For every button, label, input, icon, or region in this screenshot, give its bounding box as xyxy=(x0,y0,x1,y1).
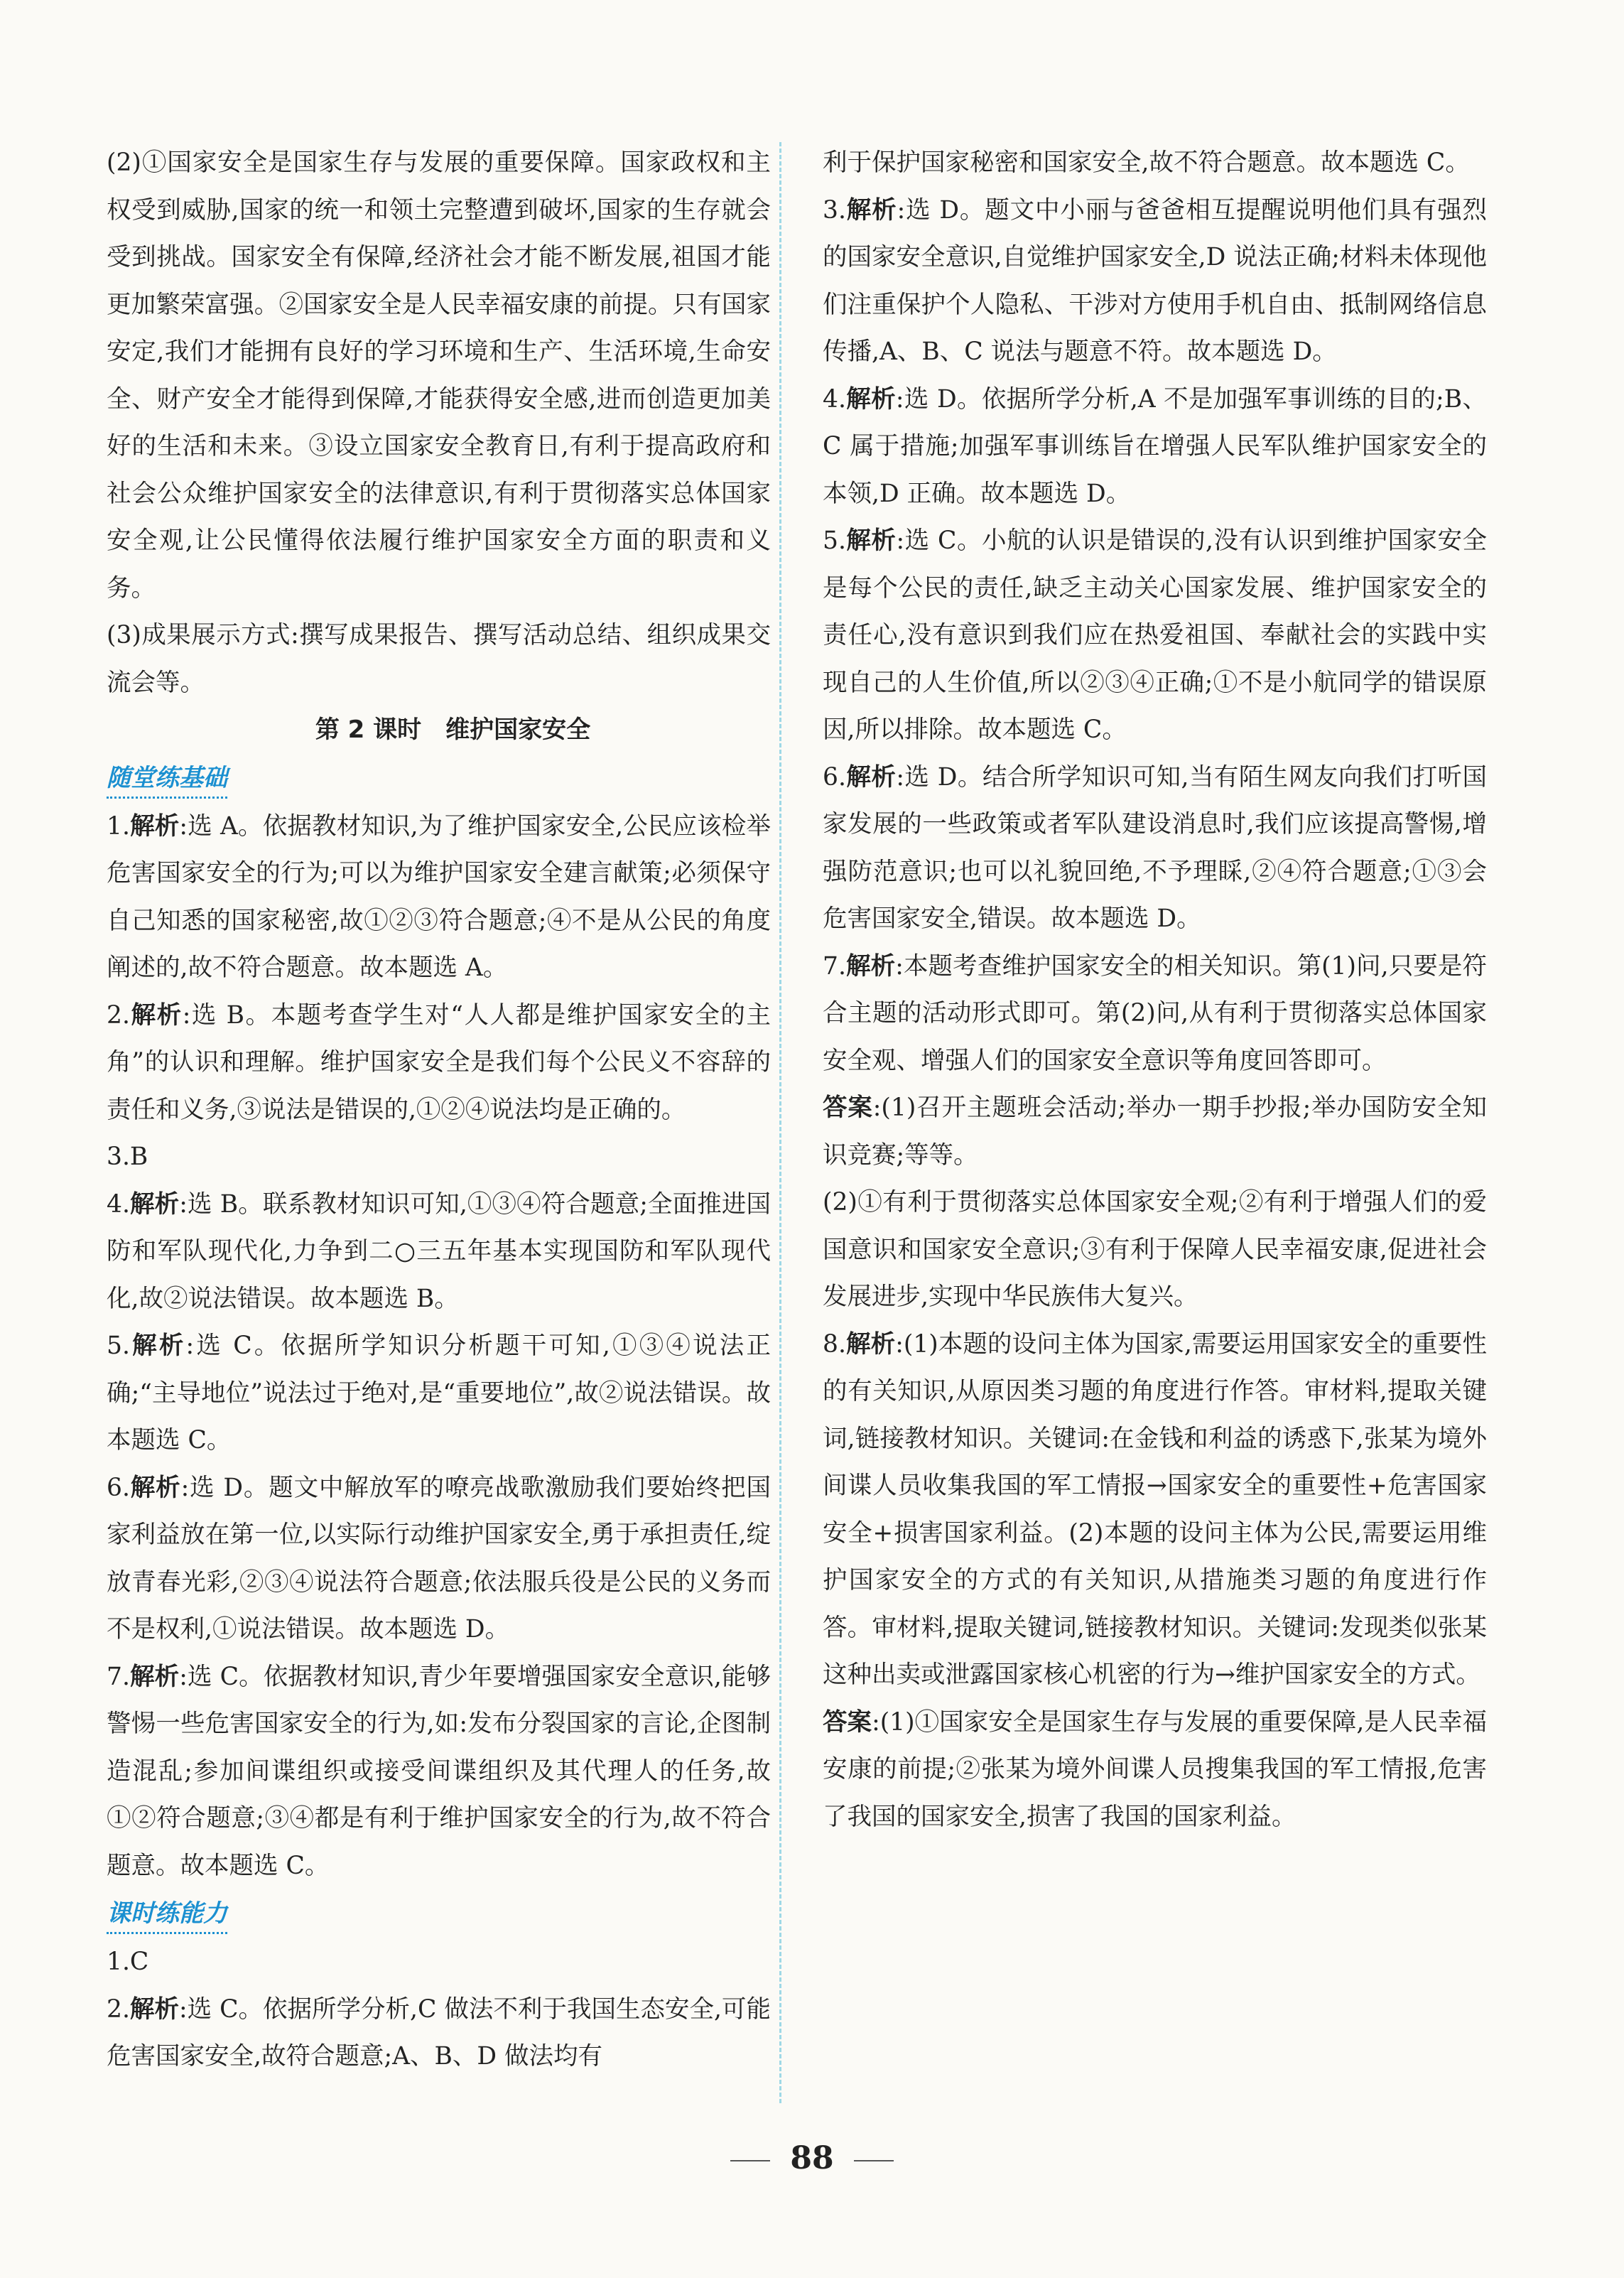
item-label: 解析 xyxy=(129,1189,180,1219)
item-label: 解析 xyxy=(845,527,897,555)
item-number: 4. xyxy=(823,384,846,414)
item-number: 6. xyxy=(823,762,846,792)
item-text: :本题考查维护国家安全的相关知识。第(1)问,只要是符合主题的活动形式即可。第(2)问,从有利于贯彻落实总体国家安全观、增强人们的国家安全意识等角度回答即可。 xyxy=(823,951,1487,1075)
section2-list xyxy=(107,1938,771,2080)
answer-8 xyxy=(823,1699,1487,1841)
item-number: 4. xyxy=(107,1189,130,1219)
item-number: 1. xyxy=(107,1948,130,1976)
item-text: :选 D。结合所学知识可知,当有陌生网友向我们打听国家发展的一些政策或者军队建设消息时,我们应该提高警惕,增强防范意识;也可以礼貌回绝,不予理睬,②④符合题意;①③会危害国家安全,错误。故本题选 D。 xyxy=(823,762,1488,933)
item-text: :选 B。联系教材知识可知,①③④符合题意;全面推进国防和军队现代化,力争到二○三五年基本实现国防和军队现代化,故②说法错误。故本题选 B。 xyxy=(107,1189,772,1313)
list-item xyxy=(823,754,1487,943)
right-column xyxy=(823,139,1487,1840)
item-text: :选 D。题文中小丽与爸爸相互提醒说明他们具有强烈的国家安全意识,自觉维护国家安全,D 说法正确;材料未体现他们注重保护个人隐私、干涉对方使用手机自由、抵制网络信息传播,A、B、C 说法与题意不符。故本题选 D。 xyxy=(823,195,1488,366)
item-label: 解析 xyxy=(845,1329,896,1359)
intro-paragraph-2: (2)①国家安全是国家生存与发展的重要保障。国家政权和主权受到威胁,国家的统一和领土完整遭到破坏,国家的生存就会受到挑战。国家安全有保障,经济社会才能不断发展,祖国才能更加繁荣富强。②国家安全是人民幸福安康的前提。只有国家安定,我们才能拥有良好的学习环境和生产、生活环境,生命安全、财产安全才能得到保障,才能获得安全感,进而创造更加美好的生活和未来。③设立国家安全教育日,有利于提高政府和社会公众维护国家安全的法律意识,有利于贯彻落实总体国家安全观,让公民懂得依法履行维护国家安全方面的职责和义务。 xyxy=(107,149,771,603)
section1-list xyxy=(107,803,771,1890)
item-label: 解析 xyxy=(129,1000,183,1030)
item-text: B xyxy=(129,1143,148,1171)
item-text: :选 D。依据所学分析,A 不是加强军事训练的目的;B、C 属于措施;加强军事训练旨在增强人民军队维护国家安全的本领,D 正确。故本题选 D。 xyxy=(823,384,1487,508)
item-label: 解析 xyxy=(845,951,896,981)
item-label: 解析 xyxy=(129,1332,186,1360)
list-item xyxy=(107,1653,771,1890)
item-number: 1. xyxy=(107,811,130,841)
item-number: 5. xyxy=(823,527,846,555)
list-item xyxy=(107,1133,771,1181)
answer-label: 答案 xyxy=(823,1707,872,1737)
item-number: 7. xyxy=(107,1662,130,1691)
intro-paragraph-3: (3)成果展示方式:撰写成果报告、撰写活动总结、组织成果交流会等。 xyxy=(107,621,771,697)
item-text: :选 C。依据所学分析,C 做法不利于我国生态安全,可能危害国家安全,故符合题意;A、B、D 做法均有 xyxy=(107,1994,771,2071)
answer-label: 答案 xyxy=(823,1094,873,1122)
item-text: :选 B。本题考查学生对“人人都是维护国家安全的主角”的认识和理解。维护国家安全是我们每个公民义不容辞的责任和义务,③说法是错误的,①②④说法均是正确的。 xyxy=(107,1000,772,1124)
answer-text: :(1)①国家安全是国家生存与发展的重要保障,是人民幸福安康的前提;②张某为境外间谍人员搜集我国的军工情报,危害了我国的国家安全,损害了我国的国家利益。 xyxy=(823,1707,1488,1831)
item-text: :选 D。题文中解放军的嘹亮战歌激励我们要始终把国家利益放在第一位,以实际行动维护国家安全,勇于承担责任,绽放青春光彩,②③④说法符合题意;依法服兵役是公民的义务而不是权利,①说法错误。故本题选 D。 xyxy=(107,1473,772,1643)
item-number: 7. xyxy=(823,951,846,981)
item-number: 8. xyxy=(823,1329,846,1359)
item-label: 解析 xyxy=(129,1994,179,2024)
item-label: 解析 xyxy=(845,195,897,225)
column-divider xyxy=(779,142,781,2103)
list-item xyxy=(823,943,1487,1085)
list-item xyxy=(823,517,1487,754)
list-item xyxy=(107,1464,771,1653)
answer-7-part2: (2)①有利于贯彻落实总体国家安全观;②有利于增强人们的爱国意识和国家安全意识;③有利于保障人民幸福安康,促进社会发展进步,实现中华民族伟大复兴。 xyxy=(823,1188,1487,1311)
page-number: 88 xyxy=(790,2140,834,2176)
item-number: 2. xyxy=(107,1000,130,1030)
item-text: :选 C。依据所学知识分析题干可知,①③④说法正确;“主导地位”说法过于绝对,是“重要地位”,故②说法错误。故本题选 C。 xyxy=(107,1332,772,1454)
item-number: 3. xyxy=(823,195,846,225)
item-label: 解析 xyxy=(129,811,180,841)
list-item xyxy=(107,1986,771,2080)
item-label: 解析 xyxy=(129,1473,181,1502)
section-title-ability: 课时练能力 xyxy=(107,1895,227,1934)
footer-dash-left xyxy=(730,2160,770,2161)
item-number: 2. xyxy=(107,1994,130,2024)
list-item xyxy=(107,992,771,1134)
item-text: C xyxy=(129,1948,149,1976)
item-label: 解析 xyxy=(129,1662,180,1691)
item-text: :选 C。小航的认识是错误的,没有认识到维护国家安全是每个公民的责任,缺乏主动关心国家发展、维护国家安全的责任心,没有意识到我们应在热爱祖国、奉献社会的实践中实现自己的人生价值,所以②③④正确;①不是小航同学的错误原因,所以排除。故本题选 C。 xyxy=(823,527,1488,744)
list-item xyxy=(823,187,1487,376)
list-item xyxy=(823,376,1487,518)
list-item xyxy=(107,1181,771,1323)
answer-7 xyxy=(823,1084,1487,1179)
item-number: 5. xyxy=(107,1332,130,1360)
list-item xyxy=(107,803,771,992)
lesson-title: 第 2 课时 维护国家安全 xyxy=(315,716,591,744)
right-list xyxy=(823,187,1487,1085)
section-title-basic: 随堂练基础 xyxy=(107,760,227,799)
item-text: :(1)本题的设问主体为国家,需要运用国家安全的重要性的有关知识,从原因类习题的角度进行作答。审材料,提取关键词,链接教材知识。关键词:在金钱和利益的诱惑下,张某为境外间谍人员收集我国的军工情报→国家安全的重要性+危害国家安全+损害国家利益。(2)本题的设问主体为公民,需要运用维护国家安全的方式的有关知识,从措施类习题的角度进行作答。审材料,提取关键词,链接教材知识。关键词:发现类似张某这种出卖或泄露国家核心机密的行为→维护国家安全的方式。 xyxy=(823,1329,1487,1689)
item-text: :选 A。依据教材知识,为了维护国家安全,公民应该检举危害国家安全的行为;可以为维护国家安全建言献策;必须保守自己知悉的国家秘密,故①②③符合题意;④不是从公民的角度阐述的,故不符合题意。故本题选 A。 xyxy=(107,811,772,982)
list-item-8 xyxy=(823,1321,1487,1699)
page-footer xyxy=(0,2140,1624,2176)
left-column xyxy=(107,139,771,2080)
item-number: 6. xyxy=(107,1473,130,1502)
item-text: :选 C。依据教材知识,青少年要增强国家安全意识,能够警惕一些危害国家安全的行为,如:发布分裂国家的言论,企图制造混乱;参加间谍组织或接受间谍组织及其代理人的任务,故①②符合题意;③④都是有利于维护国家安全的行为,故不符合题意。故本题选 C。 xyxy=(107,1662,771,1880)
item-label: 解析 xyxy=(845,384,896,414)
footer-dash-right xyxy=(854,2160,894,2161)
list-item xyxy=(107,1322,771,1464)
continuation-text: 利于保护国家秘密和国家安全,故不符合题意。故本题选 C。 xyxy=(823,149,1470,177)
answer-text: :(1)召开主题班会活动;举办一期手抄报;举办国防安全知识竞赛;等等。 xyxy=(823,1094,1487,1170)
item-label: 解析 xyxy=(845,762,897,792)
list-item xyxy=(107,1938,771,1986)
item-number: 3. xyxy=(107,1143,130,1171)
